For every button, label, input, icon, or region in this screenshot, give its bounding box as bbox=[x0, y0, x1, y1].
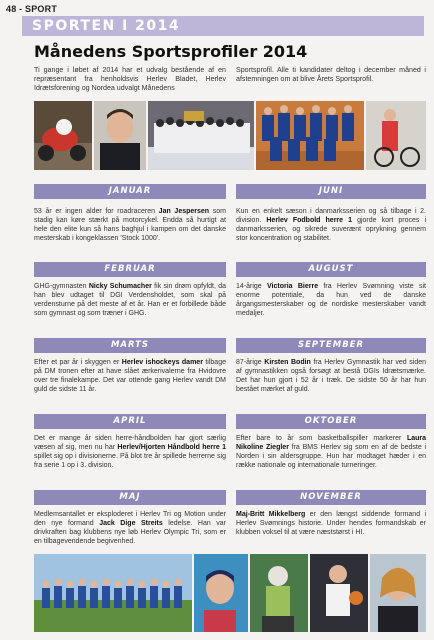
top-photo-strip bbox=[34, 101, 426, 170]
photo-gymnast bbox=[94, 101, 146, 170]
photo-senior-gymnast bbox=[250, 554, 308, 632]
section-band-label: SPORTEN I 2014 bbox=[32, 18, 181, 34]
month-header-april: APRIL bbox=[34, 414, 226, 429]
photo-cyclist bbox=[366, 101, 426, 170]
month-header-september: SEPTEMBER bbox=[236, 338, 426, 353]
month-header-februar: FEBRUAR bbox=[34, 262, 226, 277]
month-text-april: Det er mange år siden herre-håndbolden har gjort særlig væsen af sig, men nu har Herlev/Hjorten Håndbold herre 1 spillet sig op i divisionerne. På blot tre år spillede herrerne sig fra serie 1 op i 3. division. bbox=[34, 435, 226, 469]
month-header-januar: JANUAR bbox=[34, 184, 226, 199]
intro-left: Ti gange i løbet af 2014 har et udvalg bestående af en repræsentant fra henholdsvis Herlev Bladet, Herlev Idrætsforening og Nordea udvalgt Månedens bbox=[34, 66, 226, 93]
month-text-september: 87-årige Kirsten Bodin fra Herlev Gymnastik har ved siden af gymnastikken også forsøgt at bestå DGIs Idrætsmærke. Det har hun gjort i 52 år i træk. De sidste 50 år har hun bestået mærket af guld. bbox=[236, 359, 426, 393]
photo-tri-club-group bbox=[34, 554, 192, 632]
month-text-juni: Kun en enkelt sæson i danmarksserien og så tilbage i 2. division. Herlev Fodbold herre 1 gjorde kort proces i danmarksserien, og sikrede suverænt oprykning gennem stor koncentration og stabilitet. bbox=[236, 208, 427, 242]
month-header-juni: JUNI bbox=[236, 184, 426, 199]
photo-basketball-player bbox=[310, 554, 368, 632]
month-text-maj: Medlemsantallet er eksploderet i Herlev Tri og Motion under den nye formand Jack Dige Streits ledelse. Han var drivkraften bag klubbens nye løb Herlev Olympic Tri, som er en tilbagevendende begivenhed. bbox=[34, 511, 227, 545]
photo-ice-hockey-team bbox=[148, 101, 254, 170]
month-header-oktober: OKTOBER bbox=[236, 414, 426, 429]
month-header-november: NOVEMBER bbox=[236, 490, 426, 505]
intro-right: Sportsprofil. Alle ti kandidater deltog i december måned i afstemningen om at blive Årets Sportsprofil. bbox=[236, 66, 426, 84]
month-text-februar: GHG-gymnasten Nicky Schumacher fik sin drøm opfyldt, da han blev udtaget til DGI Verdensholdet, som skal på verdensturne på det meste af et år. Han er et forbillede både som gymnast og som træner i GHG. bbox=[34, 283, 226, 317]
article-title: Månedens Sportsprofiler 2014 bbox=[34, 42, 308, 61]
month-text-november: Maj-Britt Mikkelberg er den længst siddende formand i Herlev Svømnings historie. Under hendes formandskab er klubben voksel til at være næststørst i HI. bbox=[236, 511, 426, 536]
month-header-marts: MARTS bbox=[34, 338, 226, 353]
month-text-august: 14-årige Victoria Bierre fra Herlev Svømning viste sit enorme potentiale, da hun ved de danske årgangsmesterskaber og de nordiske mesterskaber vandt medaljer. bbox=[236, 283, 426, 317]
photo-swim-chairwoman bbox=[370, 554, 426, 632]
month-text-januar: 53 år er ingen alder for roadraceren Jan Jespersen som stadig kan køre stærkt på motorcykel. Endda så hurtigt at hele den elite kun så hans baghjul i kampen om det danske mesterskab i kongeklassen 'Stock 1000'. bbox=[34, 208, 226, 242]
month-header-august: AUGUST bbox=[236, 262, 426, 277]
month-text-marts: Efter et par år i skyggen er Herlev ishockeys damer tilbage på DM tronen efter at have slået ærkerivalerne fra Hvidovre over tre finalekampe. Det var ottende gang Herlev vandt DM guld de sidste 11 år. bbox=[34, 359, 226, 393]
month-text-oktober: Efter bare to år som basketballspiller markerer Laura Nikoline Ziegler fra BMS Herlev sig som en af de bedste i Norden i sin aldersgruppe. Hun har modtaget hæder i en række nationale og internationale turneringer. bbox=[236, 435, 427, 469]
photo-roadracer bbox=[34, 101, 92, 170]
bottom-photo-strip bbox=[34, 554, 426, 632]
running-head: 48 - SPORT bbox=[6, 4, 58, 14]
photo-handball-team bbox=[256, 101, 364, 170]
section-band bbox=[22, 16, 424, 36]
photo-swimmer bbox=[194, 554, 248, 632]
month-header-maj: MAJ bbox=[34, 490, 226, 505]
